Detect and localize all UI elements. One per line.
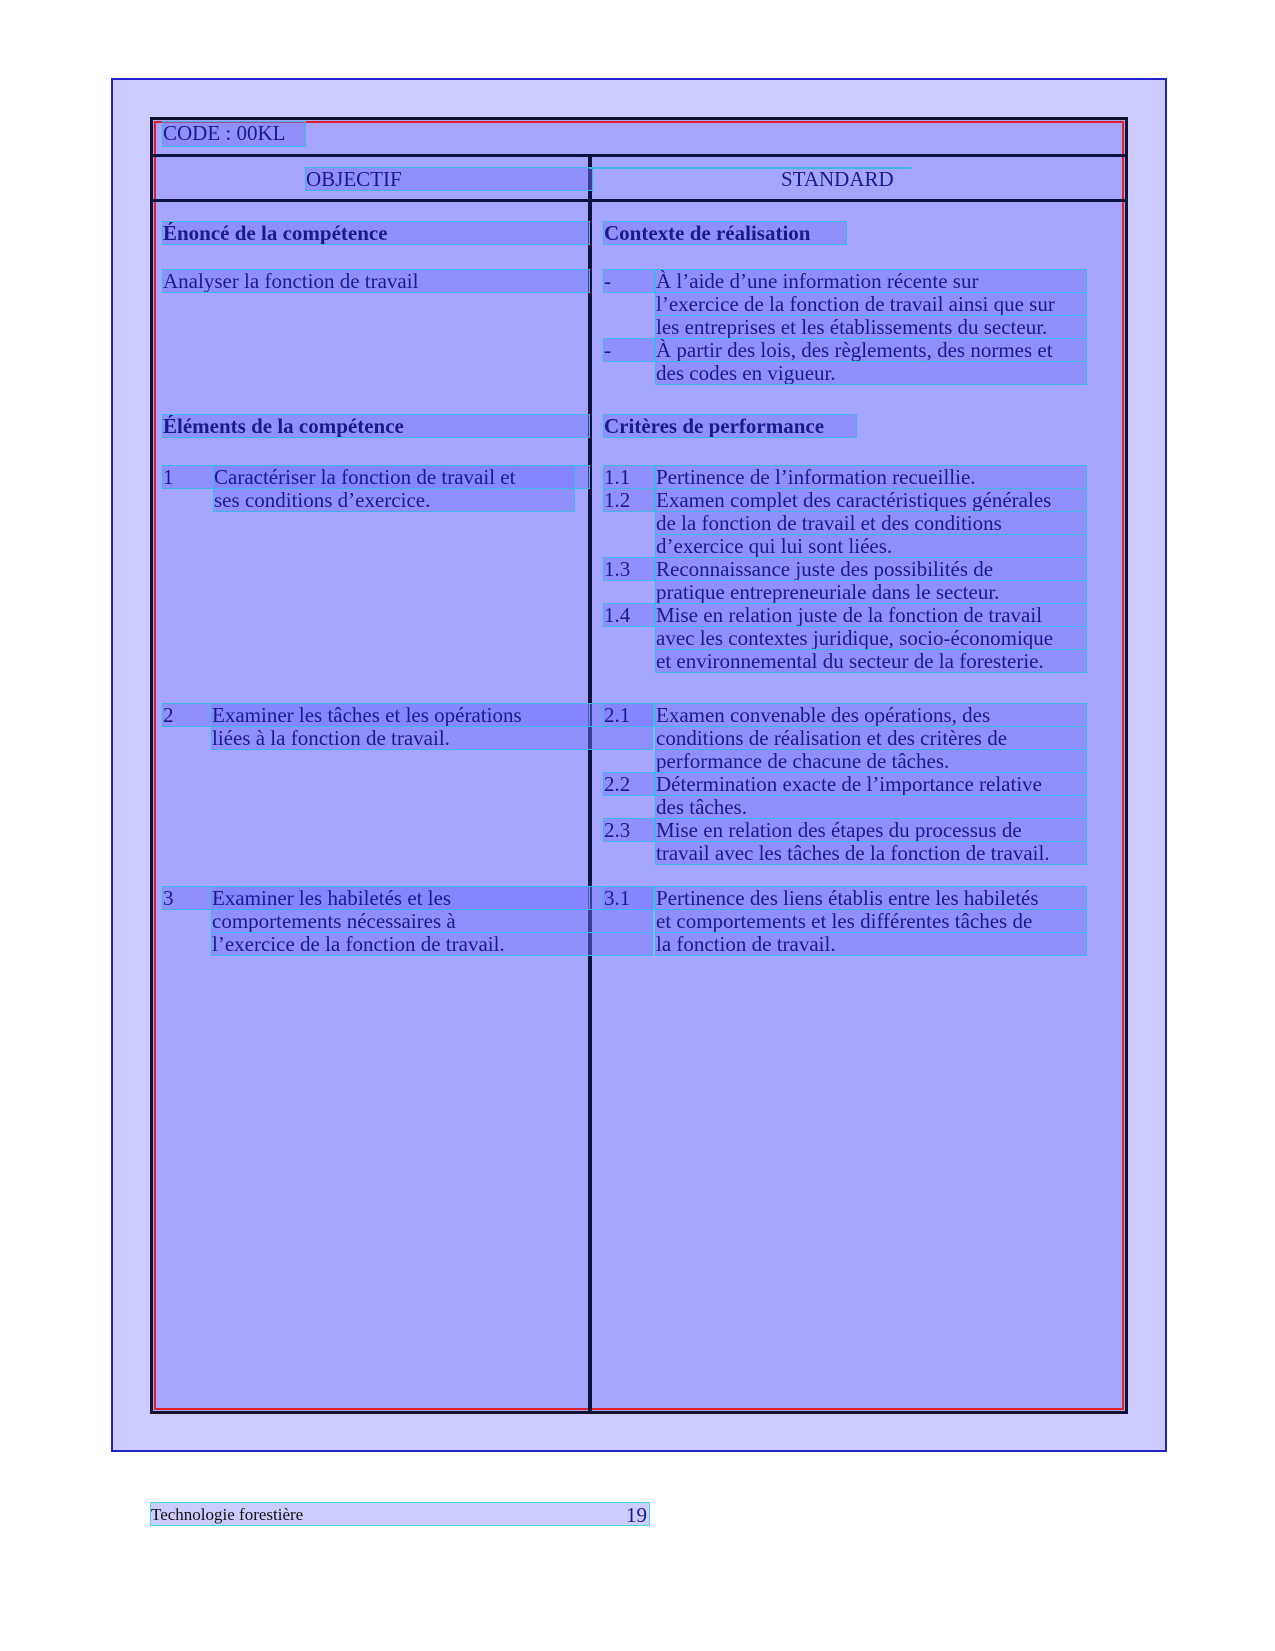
critere-number: 2.1 bbox=[604, 704, 654, 726]
contexte-line: À partir des lois, des règlements, des normes et bbox=[656, 339, 1086, 361]
critere-line: Examen convenable des opérations, des bbox=[656, 704, 1086, 726]
element-line: l’exercice de la fonction de travail. bbox=[212, 933, 652, 955]
critere-line: performance de chacune de tâches. bbox=[656, 750, 1086, 772]
criteres-heading: Critères de performance bbox=[604, 415, 856, 437]
critere-line: travail avec les tâches de la fonction de travail. bbox=[656, 842, 1086, 864]
element-number: 1 bbox=[163, 466, 589, 488]
contexte-line: des codes en vigueur. bbox=[656, 362, 1086, 384]
elements-heading: Éléments de la compétence bbox=[163, 415, 589, 437]
enonce-heading: Énoncé de la compétence bbox=[163, 222, 589, 244]
critere-line: conditions de réalisation et des critères de bbox=[656, 727, 1086, 749]
critere-number: 1.4 bbox=[604, 604, 654, 626]
element-line: Examiner les tâches et les opérations bbox=[212, 704, 652, 726]
contexte-line: À l’aide d’une information récente sur bbox=[656, 270, 1086, 292]
enonce-text: Analyser la fonction de travail bbox=[163, 270, 589, 292]
contexte-line: les entreprises et les établissements du secteur. bbox=[656, 316, 1086, 338]
critere-line: et environnemental du secteur de la foresterie. bbox=[656, 650, 1086, 672]
footer bbox=[151, 1503, 649, 1525]
contexte-bullet: - bbox=[604, 270, 654, 292]
page-number: 19 bbox=[626, 1503, 647, 1527]
critere-line: Reconnaissance juste des possibilités de bbox=[656, 558, 1086, 580]
critere-line: d’exercice qui lui sont liées. bbox=[656, 535, 1086, 557]
critere-number: 2.2 bbox=[604, 773, 654, 795]
element-line: ses conditions d’exercice. bbox=[214, 489, 574, 511]
element-line: comportements nécessaires à bbox=[212, 910, 652, 932]
footer-label: Technologie forestière bbox=[151, 1505, 304, 1524]
critere-number: 3.1 bbox=[604, 887, 654, 909]
critere-line: et comportements et les différentes tâches de bbox=[656, 910, 1086, 932]
column-header-objectif: OBJECTIF bbox=[306, 168, 592, 190]
contexte-heading: Contexte de réalisation bbox=[604, 222, 846, 244]
critere-line: la fonction de travail. bbox=[656, 933, 1086, 955]
critere-number: 1.3 bbox=[604, 558, 654, 580]
element-number: 3 bbox=[163, 887, 589, 909]
element-line: Caractériser la fonction de travail et bbox=[214, 466, 574, 488]
critere-line: Mise en relation juste de la fonction de travail bbox=[656, 604, 1086, 626]
critere-line: Examen complet des caractéristiques générales bbox=[656, 489, 1086, 511]
critere-line: avec les contextes juridique, socio-économique bbox=[656, 627, 1086, 649]
code-label: CODE : 00KL bbox=[163, 122, 305, 146]
contexte-line: l’exercice de la fonction de travail ainsi que sur bbox=[656, 293, 1086, 315]
column-divider bbox=[588, 156, 592, 1411]
critere-line: Pertinence des liens établis entre les habiletés bbox=[656, 887, 1086, 909]
critere-line: pratique entrepreneuriale dans le secteur. bbox=[656, 581, 1086, 603]
column-header-divider bbox=[153, 199, 1125, 202]
header-divider bbox=[153, 154, 1125, 157]
critere-line: de la fonction de travail et des conditions bbox=[656, 512, 1086, 534]
critere-line: Pertinence de l’information recueillie. bbox=[656, 466, 1086, 488]
critere-line: Détermination exacte de l’importance relative bbox=[656, 773, 1086, 795]
contexte-bullet: - bbox=[604, 339, 654, 361]
critere-line: Mise en relation des étapes du processus de bbox=[656, 819, 1086, 841]
element-number: 2 bbox=[163, 704, 589, 726]
critere-line: des tâches. bbox=[656, 796, 1086, 818]
critere-number: 1.1 bbox=[604, 466, 654, 488]
critere-number: 1.2 bbox=[604, 489, 654, 511]
element-line: liées à la fonction de travail. bbox=[212, 727, 652, 749]
critere-number: 2.3 bbox=[604, 819, 654, 841]
element-line: Examiner les habiletés et les bbox=[212, 887, 652, 909]
